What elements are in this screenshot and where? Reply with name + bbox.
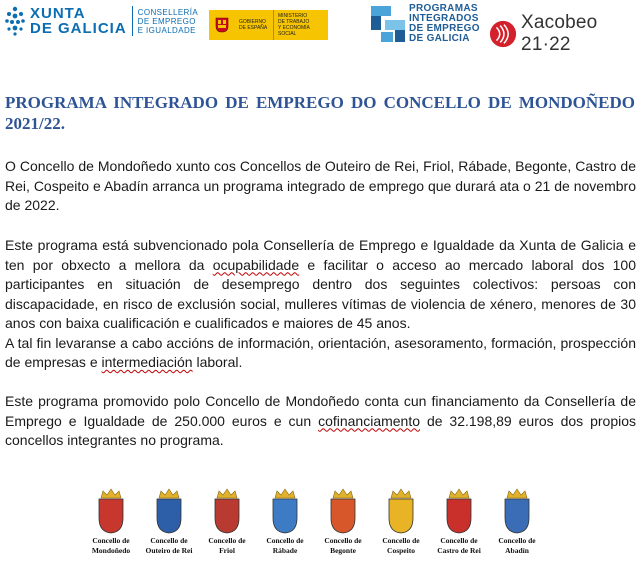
abadin-crest-icon — [502, 488, 532, 534]
paragraph-funding: Este programa promovido polo Concello de Mondoñedo conta cun financiamento da Consellería de Emprego e Igualdade de 250.000 euros e cun cofinanciamento de 32.198,89 euros dos propios concellos integrantes no programa. — [5, 393, 637, 448]
programas-line3: DE EMPREGO — [409, 23, 480, 34]
cospeito-crest-icon — [386, 488, 416, 534]
programas-line4: DE GALICIA — [409, 33, 470, 44]
gobierno-line1: GOBIERNO — [239, 19, 266, 25]
municipal-crests — [82, 488, 552, 568]
programas-emblem-icon — [371, 6, 405, 42]
spellcheck-word: intermediación — [101, 354, 193, 370]
ministerio-line3: Y ECONOMÍA SOCIAL — [278, 25, 310, 37]
xunta-logo — [4, 6, 198, 36]
xacobeo-shell-icon — [489, 19, 517, 49]
xacobeo-label: Xacobeo 21·22 — [521, 12, 598, 55]
mondonedo-crest-icon — [96, 488, 126, 534]
ministerio-line2: DE TRABAJO — [278, 19, 310, 25]
xacobeo-logo — [489, 12, 644, 56]
spellcheck-word: cofinanciamento — [318, 412, 421, 429]
xunta-sub3: E IGUALDADE — [137, 25, 196, 35]
xunta-emblem-icon — [4, 6, 26, 36]
ministerio-line1: MINISTERIO — [278, 13, 308, 19]
crest-castro-de-rei: Concello de Castro de Rei — [430, 488, 488, 556]
xunta-sub2: DE EMPREGO — [137, 16, 196, 26]
friol-crest-icon — [212, 488, 242, 534]
page-title: PROGRAMA INTEGRADO DE EMPREGO DO CONCELLO DE MONDOÑEDO 2021/22. — [5, 93, 635, 133]
programas-line2: INTEGRADOS — [409, 13, 479, 24]
crest-friol: Concello de Friol — [198, 488, 256, 556]
spellcheck-word: ocupabilidade — [212, 256, 300, 273]
crest-outeiro-de-rei: Concello de Outeiro de Rei — [140, 488, 198, 556]
gobierno-logo — [209, 10, 328, 40]
spain-shield-icon — [215, 17, 229, 33]
outeiro-crest-icon — [154, 488, 184, 534]
xunta-sub1: CONSELLERÍA — [137, 7, 199, 17]
header-logos — [0, 0, 644, 55]
castro-crest-icon — [444, 488, 474, 534]
programas-line1: PROGRAMAS — [409, 3, 478, 14]
crest-abadin: Concello de Abadín — [488, 488, 546, 556]
xunta-line2: DE GALICIA — [30, 20, 127, 37]
crest-begonte: Concello de Begonte — [314, 488, 372, 556]
xunta-line1: XUNTA — [30, 5, 86, 22]
rabade-crest-icon — [270, 488, 300, 534]
crest-cospeito: Concello de Cospeito — [372, 488, 430, 556]
gobierno-line2: DE ESPAÑA — [239, 25, 268, 31]
programas-integrados-logo — [371, 4, 480, 44]
begonte-crest-icon — [328, 488, 358, 534]
paragraph-subsidy: Este programa está subvencionado pola Consellería de Emprego e Igualdade da Xunta de Galicia e ten por obxecto a mellora da ocupabilidade e facilitar o acceso ao mercado laboral dos 100 participantes en situación de desemprego dentro dos seguintes colectivos: persoas con discapacidade, en risco de exclusión social, mulleres vítimas de violencia de xénero, menores de 30 anos con baixa cualificación e cualificados e maiores de 45 anos. A tal fin levaranse a cabo accións de información, orientación, asesoramento, formación, prospección de empresas e intermediación laboral. — [5, 237, 636, 370]
crest-rabade: Concello de Rábade — [256, 488, 314, 556]
paragraph-intro: O Concello de Mondoñedo xunto cos Concellos de Outeiro de Rei, Friol, Rábade, Begonte, Castro de Rei, Cospeito e Abadín arranca un programa integrado de emprego que durará ata o 21 de novembro de 2022. — [5, 158, 636, 213]
crest-mondonedo: Concello de Mondoñedo — [82, 488, 140, 556]
